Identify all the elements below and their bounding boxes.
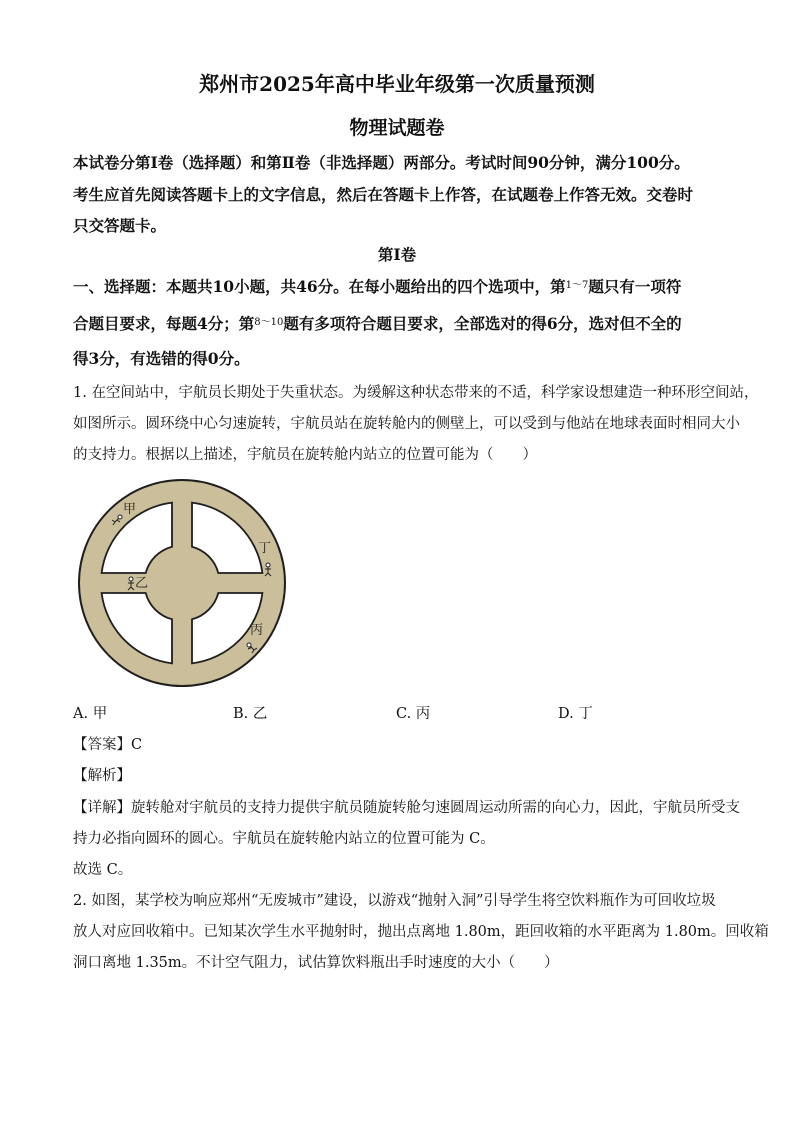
intro-text: 一、选择题：本题共10小题，共46分。在每小题给出的四个选项中，第 [73,277,566,296]
label-ding: 丁 [258,541,272,556]
q2-text-line-2: 放人对应回收箱中。已知某次学生水平抛射时，抛出点离地 1.80m，距回收箱的水平距离为 1.80m。回收箱 [73,924,769,940]
answer-tag: 【答案】 [73,737,131,753]
section-intro-line-3: 得3分，有选错的得0分。 [73,349,250,368]
q1-analysis-tag: 【解析】 [73,768,131,784]
answer-value: C [131,737,143,753]
label-yi: 乙 [135,576,149,591]
outer-ring [79,480,285,686]
section-heading: 第Ⅰ卷 [377,245,417,264]
detail-text: 旋转舱对宇航员的支持力提供宇航员随旋转舱匀速圆周运动所需的向心力，因此，宇航员所受支 [131,800,740,816]
intro-text: 合题目要求，每题4分；第 [73,314,255,333]
intro-text: 题有多项符合题目要求，全部选对的得6分，选对但不全的 [283,314,682,333]
intro-range: 8～10 [254,317,284,328]
q1-answer-row [73,733,142,754]
q2-text-line-1: 2. 如图，某学校为响应郑州“无废城市”建设，以游戏“抛射入洞”引导学生将空饮料瓶作为可回收垃圾 [73,893,716,909]
q1-text-line-2: 如图所示。圆环绕中心匀速旋转，宇航员站在旋转舱内的侧壁上，可以受到与他站在地球表面时相同大小 [73,416,740,432]
intro-text: 题只有一项符 [588,277,682,296]
label-bing: 丙 [250,623,264,638]
instruction-line-1: 本试卷分第Ⅰ卷（选择题）和第Ⅱ卷（非选择题）两部分。考试时间90分钟，满分100分。 [73,153,690,172]
q1-option-d[interactable]: D. 丁 [558,706,593,722]
q1-option-a[interactable]: A. 甲 [73,706,108,722]
instruction-line-3: 只交答题卡。 [73,216,167,235]
space-station-figure [72,473,292,693]
section-intro-line-2 [73,312,682,334]
exam-subtitle: 物理试题卷 [349,117,445,139]
q1-detail-line-1 [73,796,740,817]
instruction-line-2: 考生应首先阅读答题卡上的文字信息，然后在答题卡上作答，在试题卷上作答无效。交卷时 [73,185,694,204]
q1-text-line-3: 的支持力。根据以上描述，宇航员在旋转舱内站立的位置可能为（ ） [73,447,537,463]
intro-range: 1～7 [565,280,589,291]
q1-detail-line-2: 持力必指向圆环的圆心。宇航员在旋转舱内站立的位置可能为 C。 [73,831,495,847]
q2-text-line-3: 洞口离地 1.35m。不计空气阻力，试估算饮料瓶出手时速度的大小（ ） [73,955,559,971]
q1-option-b[interactable]: B. 乙 [233,706,268,722]
detail-tag: 【详解】 [73,800,131,816]
station-body [79,480,285,686]
q1-option-c[interactable]: C. 丙 [396,706,431,722]
exam-title: 郑州市2025年高中毕业年级第一次质量预测 [199,72,595,96]
q1-text-line-1: 1. 在空间站中，宇航员长期处于失重状态。为缓解这种状态带来的不适，科学家设想建造一种环形空间站， [73,385,759,401]
label-jia: 甲 [123,502,137,517]
section-intro-line-1 [73,275,681,297]
q1-conclusion: 故选 C。 [73,862,133,878]
